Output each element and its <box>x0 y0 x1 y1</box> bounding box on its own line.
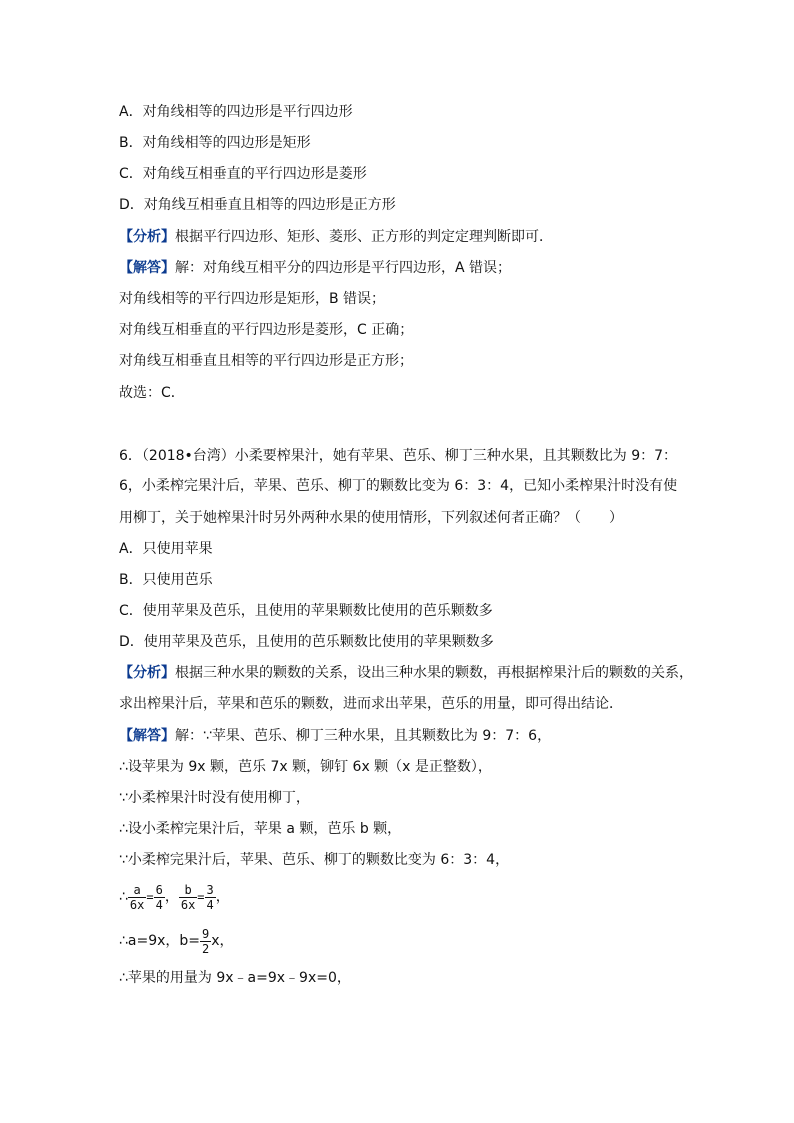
q6-option-b: B．只使用芭乐 <box>119 572 213 588</box>
q6-option-c: C．使用苹果及芭乐，且使用的苹果颗数比使用的芭乐颗数多 <box>119 603 493 619</box>
equation-prefix: ∴a=9x，b= <box>119 933 201 949</box>
answer-line: 故选：C． <box>119 385 185 401</box>
fraction-b-over-6x: $\frac{b}{6x}$ <box>180 882 196 912</box>
equation-suffix: x， <box>211 933 234 949</box>
q6-stem-line: 用柳丁，关于她榨果汁时另外两种水果的使用情形，下列叙述何者正确？（ ） <box>119 510 623 526</box>
prev-analysis <box>119 227 553 247</box>
answer-line: ∵小柔榨完果汁后，苹果、芭乐、柳丁的颗数比变为 6：3：4， <box>119 852 510 868</box>
q6-option-d: D．使用苹果及芭乐，且使用的芭乐颗数比使用的苹果颗数多 <box>119 634 494 650</box>
answer-tag: 【解答】 <box>119 728 175 744</box>
answer-line: 对角线互相垂直的平行四边形是菱形，C 正确； <box>119 322 414 338</box>
q6-option-a: A．只使用苹果 <box>119 541 213 557</box>
prev-option-c: C．对角线互相垂直的平行四边形是菱形 <box>119 166 367 182</box>
equals-sign: = <box>197 890 205 904</box>
prev-option-a: A．对角线相等的四边形是平行四边形 <box>119 104 353 120</box>
prev-option-d: D．对角线互相垂直且相等的四边形是正方形 <box>119 197 396 213</box>
answer-line: ∵小柔榨果汁时没有使用柳丁， <box>119 790 310 806</box>
q6-stem-line: 6，小柔榨完果汁后，苹果、芭乐、柳丁的颗数比变为 6：3：4，已知小柔榨果汁时没有使 <box>119 478 678 494</box>
analysis-text: 求出榨果汁后，苹果和芭乐的颗数，进而求出苹果，芭乐的用量，即可得出结论． <box>119 696 623 712</box>
analysis-text: 根据三种水果的颗数的关系，设出三种水果的颗数，再根据榨果汁后的颗数的关系， <box>175 665 693 681</box>
q6-analysis <box>119 663 693 683</box>
answer-line: ∴设小柔榨完果汁后，苹果 a 颗，芭乐 b 颗， <box>119 821 402 837</box>
answer-line: ∴设苹果为 9x 颗，芭乐 7x 颗，铆钉 6x 颗（x 是正整数）， <box>119 759 492 775</box>
analysis-text: 根据平行四边形、矩形、菱形、正方形的判定定理判断即可． <box>175 229 553 245</box>
answer-line: 对角线相等的平行四边形是矩形，B 错误； <box>119 291 386 307</box>
equation-ratio-line <box>119 881 230 913</box>
prev-answer <box>119 258 511 278</box>
q6-stem-line: 6．（2018•台湾）小柔要榨果汁，她有苹果、芭乐、柳丁三种水果，且其颗数比为 9：7： <box>119 448 678 464</box>
answer-line: 对角线互相垂直且相等的平行四边形是正方形； <box>119 353 413 369</box>
therefore-symbol: ∴ <box>119 889 128 905</box>
separator: ， <box>215 889 230 905</box>
equals-sign: = <box>146 890 154 904</box>
answer-line: 解：对角线互相平分的四边形是平行四边形，A 错误； <box>175 260 512 276</box>
prev-option-b: B．对角线相等的四边形是矩形 <box>119 135 311 151</box>
analysis-tag: 【分析】 <box>119 229 175 245</box>
answer-line: 解：∵苹果、芭乐、柳丁三种水果，且其颗数比为 9：7：6， <box>175 728 552 744</box>
answer-line: ∴苹果的用量为 9x﹣a=9x﹣9x=0， <box>119 970 351 986</box>
analysis-tag: 【分析】 <box>119 665 175 681</box>
fraction-3-over-4: $\frac{3}{4}$ <box>206 882 214 912</box>
fraction-a-over-6x: $\frac{a}{6x}$ <box>129 882 145 912</box>
equation-solution-line <box>119 925 234 957</box>
separator: ， <box>164 889 179 905</box>
fraction-6-over-4: $\frac{6}{4}$ <box>155 882 163 912</box>
answer-tag: 【解答】 <box>119 260 175 276</box>
q6-answer <box>119 726 551 746</box>
fraction-9-over-2: $\frac{9}{2}$ <box>202 926 210 956</box>
